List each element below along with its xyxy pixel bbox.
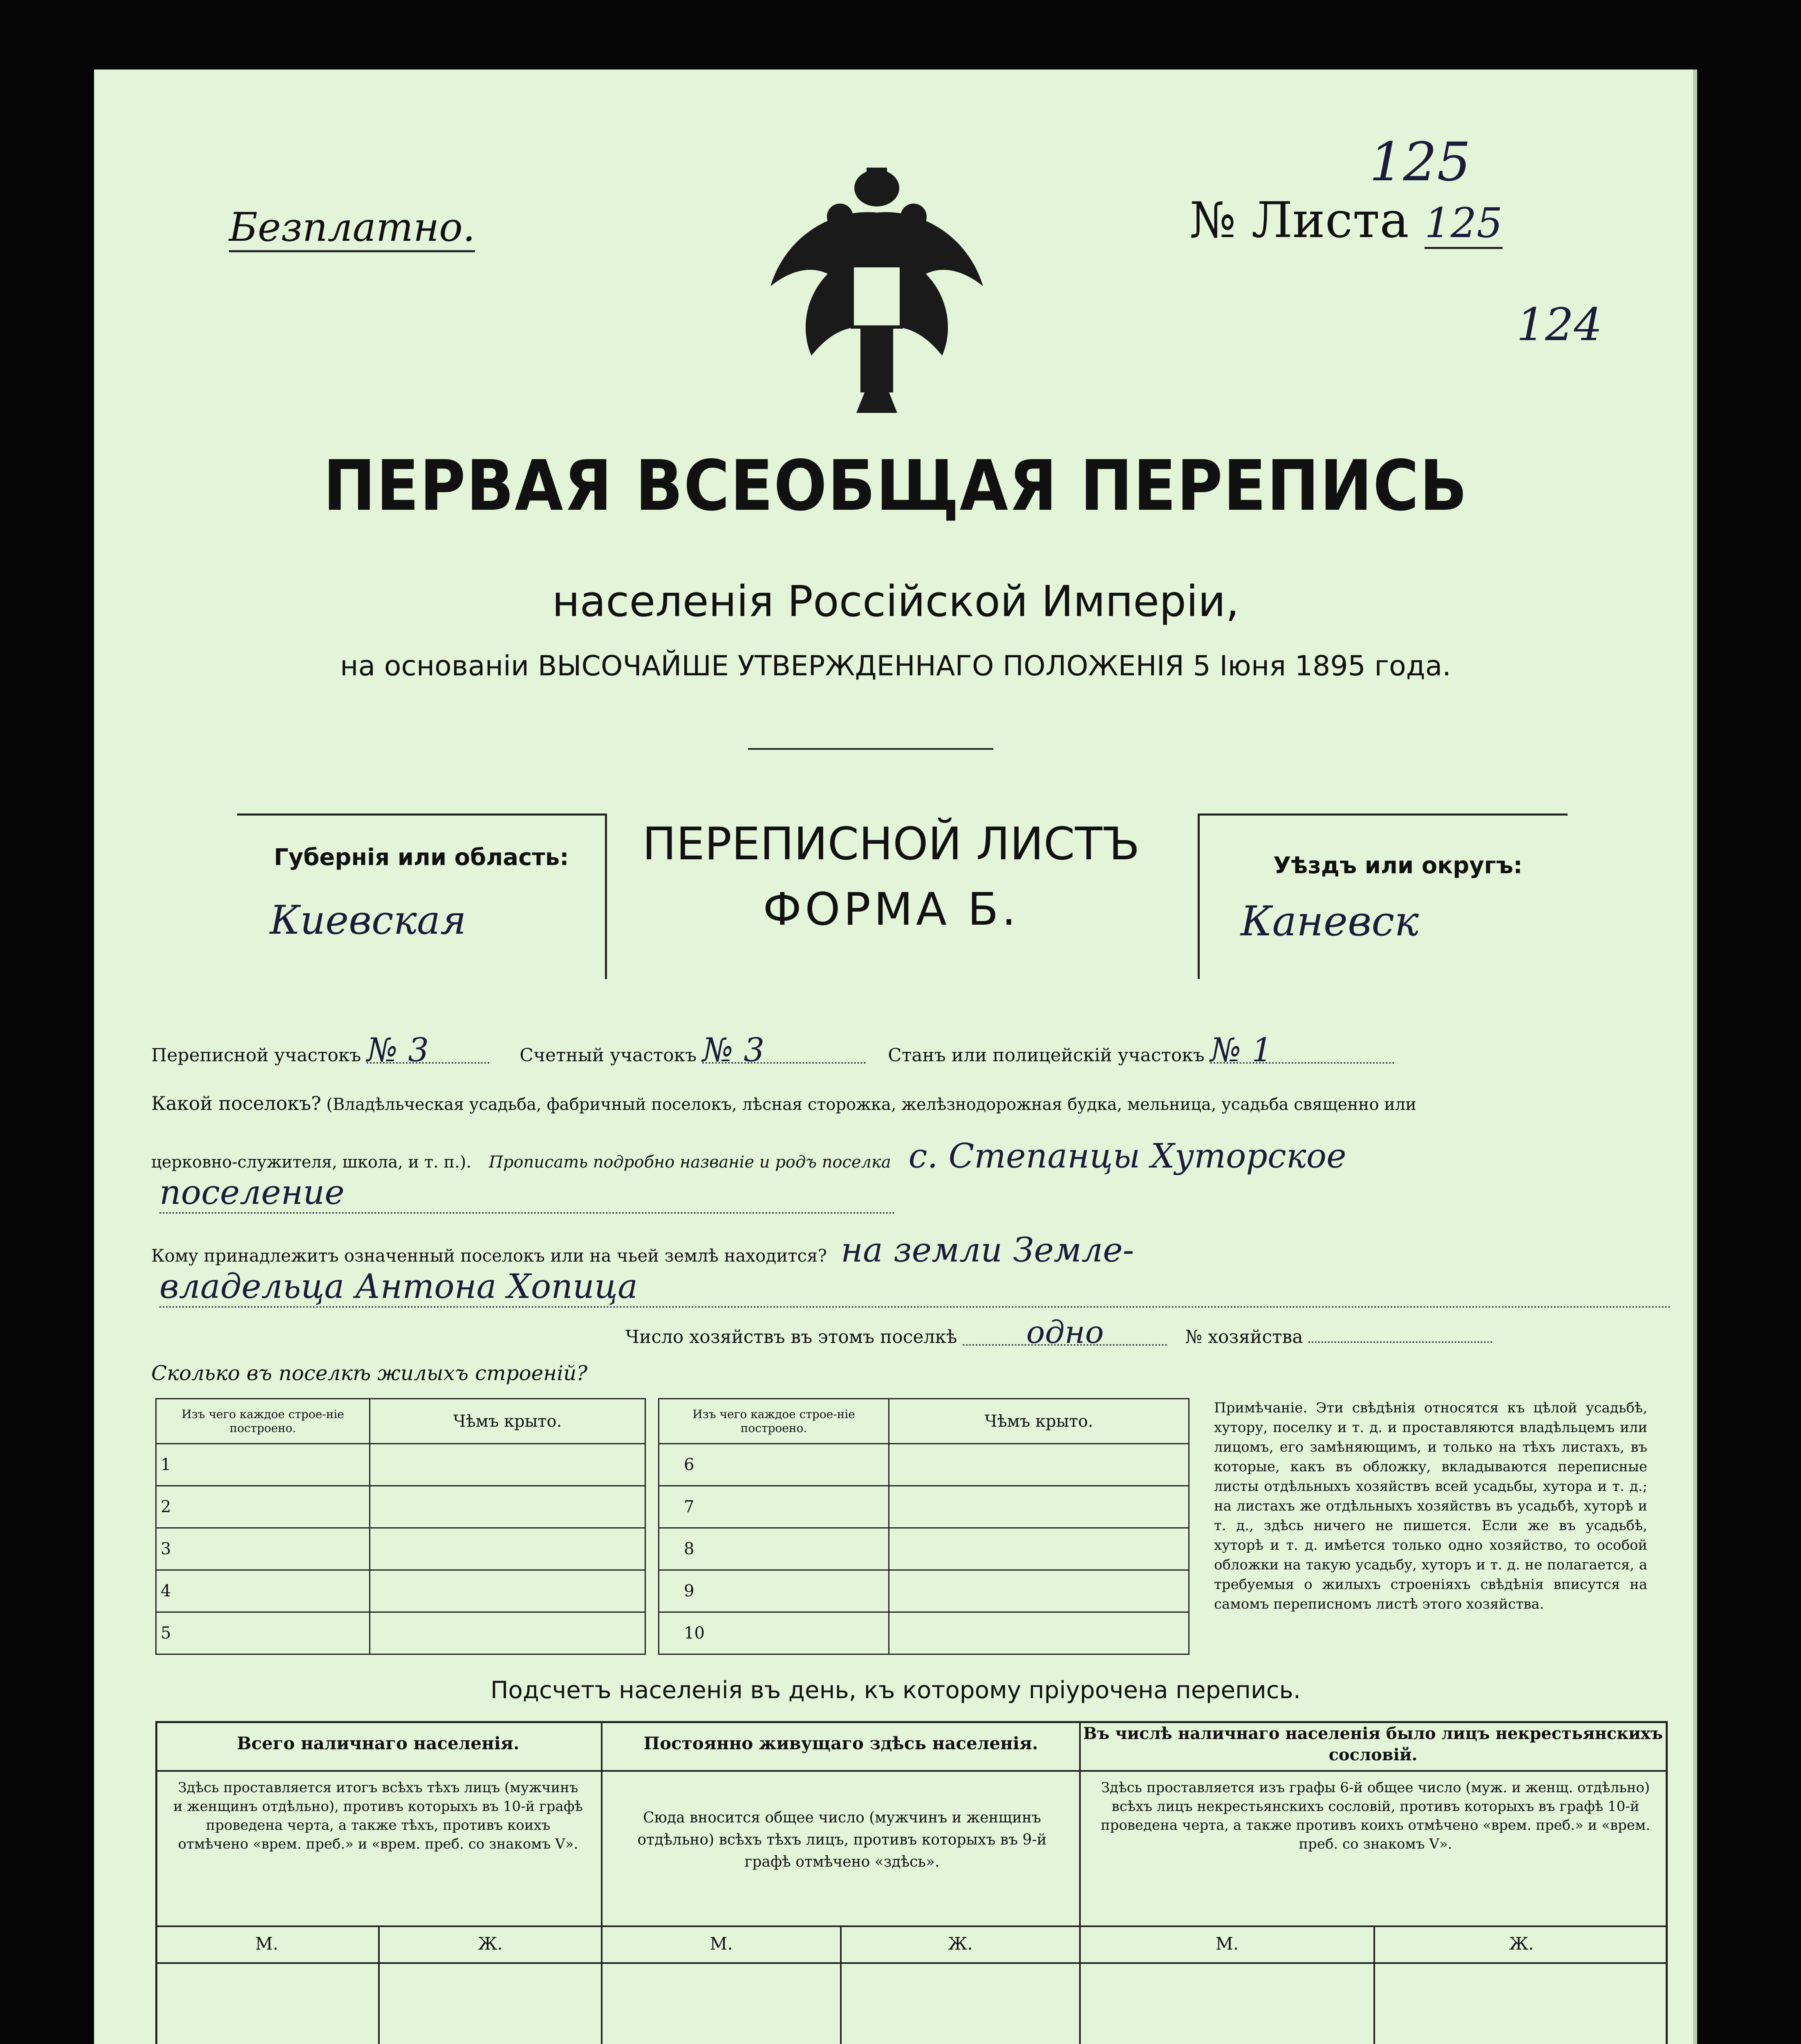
row-number: 10: [659, 1612, 889, 1654]
roof-cell: [370, 1444, 645, 1486]
count-header-permanent: Постоянно живущаго здѣсь населенія.: [643, 1733, 1038, 1753]
count-zh-label: Ж.: [1509, 1934, 1534, 1954]
household-no-value: [1308, 1341, 1492, 1343]
count-header-rule: [155, 1770, 1668, 1772]
roof-cell: [889, 1612, 1189, 1654]
row-number: 3: [156, 1528, 370, 1570]
count-m-label: М.: [255, 1934, 278, 1954]
settlement-label: Какой поселокъ?: [151, 1092, 321, 1114]
count-m-label: М.: [1215, 1934, 1239, 1954]
sheet-number-value: 125: [1425, 199, 1503, 249]
count-district-label: Счетный участокъ: [520, 1045, 697, 1066]
count-desc-permanent: Сюда вносится общее число (мужчинъ и женщинъ отдѣльно) всѣхъ тѣхъ лицъ, противъ которыхъ въ 9-й графѣ отмѣчено «здѣсь».: [637, 1809, 1047, 1870]
col-material-header: Изъ чего каждое строе-ніе построено.: [659, 1399, 889, 1444]
count-zh-label: Ж.: [948, 1934, 973, 1954]
count-divider: [1079, 1721, 1081, 2044]
settlement-value-1: с. Степанцы Хуторское: [908, 1137, 1346, 1176]
handwritten-sheet-side: 124: [1517, 298, 1602, 351]
census-district-value: № 3: [367, 1038, 489, 1064]
row-number: 9: [659, 1570, 889, 1612]
count-m-label: М.: [710, 1934, 733, 1954]
roof-cell: [370, 1612, 645, 1654]
district-label: Уѣздъ или округъ:: [1273, 852, 1523, 879]
settlement-row-2: [151, 1137, 1664, 1176]
row-number: 8: [659, 1528, 889, 1570]
households-row: [625, 1314, 1647, 1350]
settlement-value-2: поселение: [159, 1173, 895, 1214]
sheet-title: ПЕРЕПИСНОЙ ЛИСТЪ: [642, 818, 1140, 870]
owner-value-1: на земли Земле-: [840, 1231, 1134, 1270]
settlement-note: (Владѣльческая усадьба, фабричный поселокъ, лѣсная сторожка, желѣзнодорожная будка, мельница, усадьба священно или: [326, 1095, 1416, 1114]
households-label: Число хозяйствъ въ этомъ поселкѣ: [625, 1327, 957, 1347]
buildings-table-right: [658, 1398, 1189, 1655]
roof-cell: [889, 1486, 1189, 1528]
census-form-sheet: [94, 69, 1697, 2044]
count-desc-nonpeasant: Здѣсь проставляется изъ графы 6-й общее число (муж. и женщ. отдѣльно) всѣхъ лицъ некрестьянскихъ сословій, противъ которыхъ въ графѣ 10-й проведена черта, а также противъ коихъ отмѣчено «врем. преб.» и «врем. преб. со знакомъ V».: [1100, 1780, 1651, 1852]
census-district-row: [151, 1031, 1664, 1069]
subtitle: населенія Россійской Имперіи,: [552, 576, 1239, 626]
roof-cell: [370, 1528, 645, 1570]
roof-cell: [889, 1444, 1189, 1486]
settlement-row: [151, 1091, 1664, 1116]
row-number: 4: [156, 1570, 370, 1612]
col-material-header: Изъ чего каждое строе-ніе построено.: [156, 1399, 370, 1444]
province-label: Губернія или область:: [274, 844, 569, 871]
province-box: [237, 814, 607, 979]
row-number: 5: [156, 1612, 370, 1654]
main-title: ПЕРВАЯ ВСЕОБЩАЯ ПЕРЕПИСЬ: [323, 446, 1468, 527]
district-box: [1198, 814, 1568, 979]
buildings-table-left: [155, 1398, 646, 1655]
province-value: Киевская: [270, 897, 466, 943]
roof-cell: [889, 1570, 1189, 1612]
count-value-rule: [155, 1962, 1668, 1964]
note-text: Примѣчаніе. Эти свѣдѣнія относятся къ цѣлой усадьбѣ, хутору, поселку и т. д. и проставляются владѣльцемъ или лицомъ, его замѣняющимъ, и только на тѣхъ листахъ, въ которые, какъ въ обложку, вкладываются переписные листы отдѣльныхъ хозяйствъ всей усадьбы, хутора и т. д.; на листахъ же отдѣльныхъ хозяйствъ въ усадьбѣ, хуторѣ и т. д., здѣсь ничего не пишется. Если же въ усадьбѣ, хуторѣ и т. д. имѣется только одно хозяйство, то особой обложки на такую усадьбу, хуторъ и т. д. не полагается, а требуемыя о жилыхъ строеніяхъ свѣдѣнія вписутся на самомъ переписномъ листѣ этого хозяйства.: [1214, 1400, 1647, 1612]
row-number: 7: [659, 1486, 889, 1528]
col-roof-header: Чѣмъ крыто.: [889, 1399, 1189, 1444]
title-divider: [748, 748, 993, 750]
count-header-total: Всего наличнаго населенія.: [237, 1733, 520, 1753]
sheet-number: [1189, 192, 1503, 249]
row-number: 6: [659, 1444, 889, 1486]
count-district-value: № 3: [702, 1038, 866, 1064]
count-header-nonpeasant: Въ числѣ наличнаго населенія было лицъ некрестьянскихъ сословій.: [1083, 1724, 1663, 1764]
col-roof-header: Чѣмъ крыто.: [370, 1399, 645, 1444]
census-district-label: Переписной участокъ: [151, 1045, 361, 1066]
roof-cell: [889, 1528, 1189, 1570]
row-number: 1: [156, 1444, 370, 1486]
form-title: ФОРМА Б.: [763, 883, 1019, 935]
count-title: Подсчетъ населенія въ день, къ которому пріурочена перепись.: [490, 1676, 1301, 1704]
households-value: одно: [963, 1320, 1167, 1346]
settlement-instruction: Прописать подробно названіе и родъ поселка: [488, 1153, 891, 1172]
roof-cell: [370, 1486, 645, 1528]
sheet-number-label: № Листа: [1189, 192, 1409, 249]
count-zh-label: Ж.: [478, 1934, 503, 1954]
buildings-label: Сколько въ поселкѣ жилыхъ строеній?: [151, 1361, 588, 1385]
owner-label: Кому принадлежитъ означенный поселокъ или на чьей землѣ находится?: [151, 1246, 827, 1266]
district-value: Каневск: [1241, 897, 1419, 945]
roof-cell: [370, 1570, 645, 1612]
double-headed-eagle-emblem: [762, 164, 991, 417]
basis-line: на основаніи ВЫСОЧАЙШЕ УТВЕРЖДЕННАГО ПОЛОЖЕНІЯ 5 Іюня 1895 года.: [340, 650, 1451, 682]
row-number: 2: [156, 1486, 370, 1528]
count-mf-rule: [155, 1925, 1668, 1927]
settlement-note-2: церковно-служителя, школа, и т. п.).: [151, 1153, 472, 1172]
count-divider: [601, 1721, 603, 2044]
handwritten-sheet-top: 125: [1369, 131, 1471, 193]
stan-value: № 1: [1210, 1038, 1394, 1064]
owner-value-2: владельца Антона Хопица: [159, 1267, 1672, 1308]
free-label: Безплатно.: [229, 204, 475, 252]
owner-row: [151, 1231, 1664, 1270]
count-table-frame: [155, 1721, 1668, 2044]
count-desc-total: Здѣсь проставляется итогъ всѣхъ тѣхъ лицъ (мужчинъ и женщинъ отдѣльно), противъ которыхъ въ 10-й графѣ проведена черта, а также тѣхъ, противъ коихъ отмѣчено «врем. преб.» и «врем. преб. со знакомъ V».: [173, 1780, 583, 1852]
household-no-label: № хозяйства: [1185, 1327, 1303, 1347]
stan-label: Станъ или полицейскій участокъ: [888, 1045, 1205, 1066]
